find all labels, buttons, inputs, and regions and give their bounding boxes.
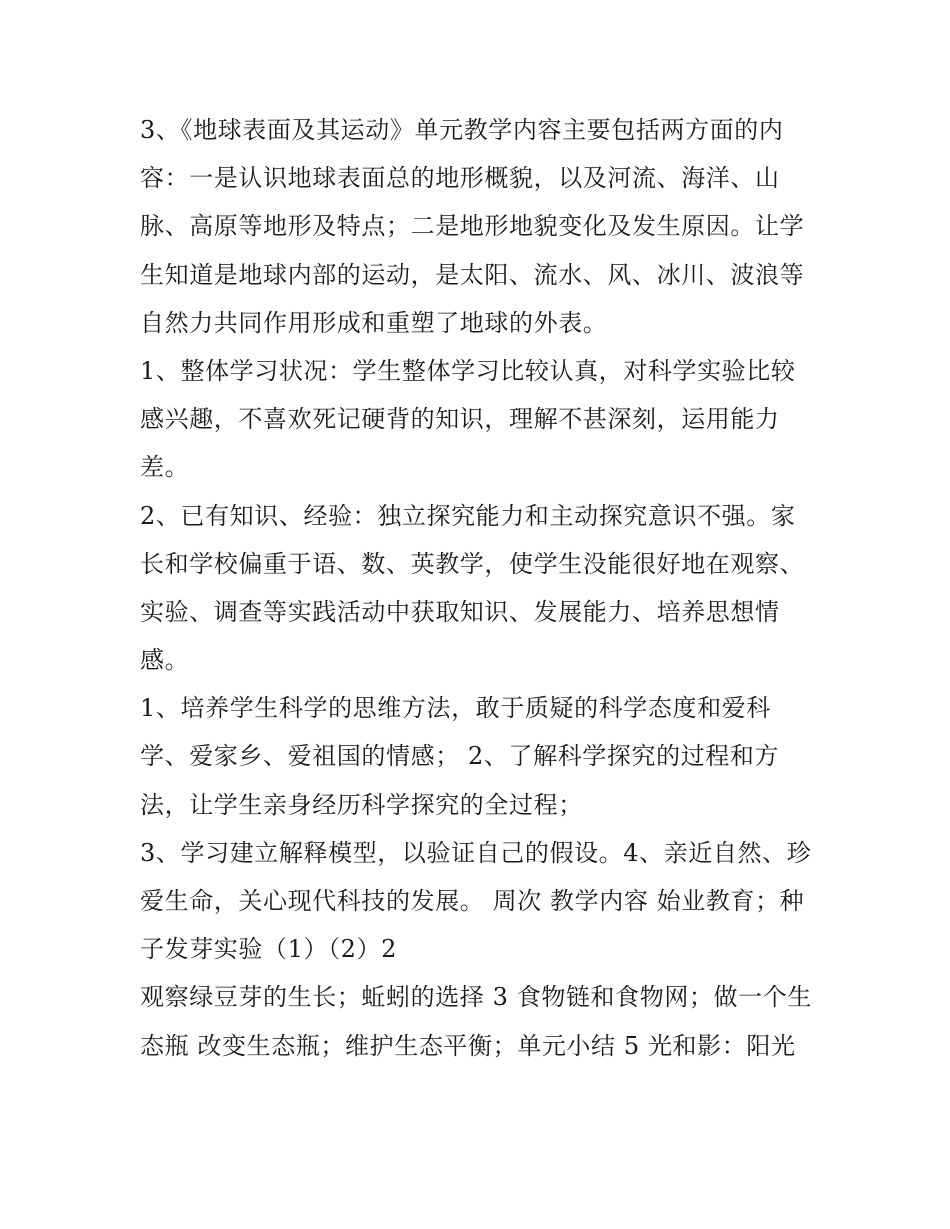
text-line: 生知道是地球内部的运动，是太阳、流水、风、冰川、波浪等	[140, 260, 805, 289]
text-line: 爱生命，关心现代科技的发展。 周次 教学内容 始业教育；种	[140, 887, 805, 915]
text-line: 容：一是认识地球表面总的地形概貌，以及河流、海洋、山	[140, 164, 780, 193]
text-line: 感。	[140, 646, 190, 675]
text-line: 子发芽实验（1）（2）2	[140, 935, 398, 964]
text-line: 学、爱家乡、爱祖国的情感； 2、了解科学探究的过程和方	[140, 742, 780, 771]
text-line: 1、培养学生科学的思维方法，敢于质疑的科学态度和爱科	[140, 694, 771, 723]
text-line: 观察绿豆芽的生长；蚯蚓的选择 3 食物链和食物网；做一个生	[140, 983, 812, 1012]
text-line: 2、已有知识、经验：独立探究能力和主动探究意识不强。家	[140, 501, 796, 530]
text-line: 脉、高原等地形及特点；二是地形地貌变化及发生原因。让学	[140, 212, 805, 241]
text-line: 长和学校偏重于语、数、英教学，使学生没能很好地在观察、	[140, 549, 805, 578]
text-line: 3、学习建立解释模型，以验证自己的假设。4、亲近自然、珍	[140, 838, 812, 867]
text-line: 差。	[140, 453, 190, 482]
text-line: 自然力共同作用形成和重塑了地球的外表。	[140, 308, 608, 337]
text-line: 感兴趣，不喜欢死记硬背的知识，理解不甚深刻，运用能力	[140, 405, 780, 434]
document-body	[140, 106, 820, 1070]
text-line: 法，让学生亲身经历科学探究的全过程；	[140, 790, 583, 819]
text-line: 态瓶 改变生态瓶；维护生态平衡；单元小结 5 光和影：阳光	[140, 1031, 796, 1060]
text-line: 3、《地球表面及其运动》单元教学内容主要包括两方面的内	[140, 116, 784, 144]
text-line: 1、整体学习状况：学生整体学习比较认真，对科学实验比较	[140, 356, 796, 385]
text-line: 实验、调查等实践活动中获取知识、发展能力、培养思想情	[140, 597, 780, 626]
